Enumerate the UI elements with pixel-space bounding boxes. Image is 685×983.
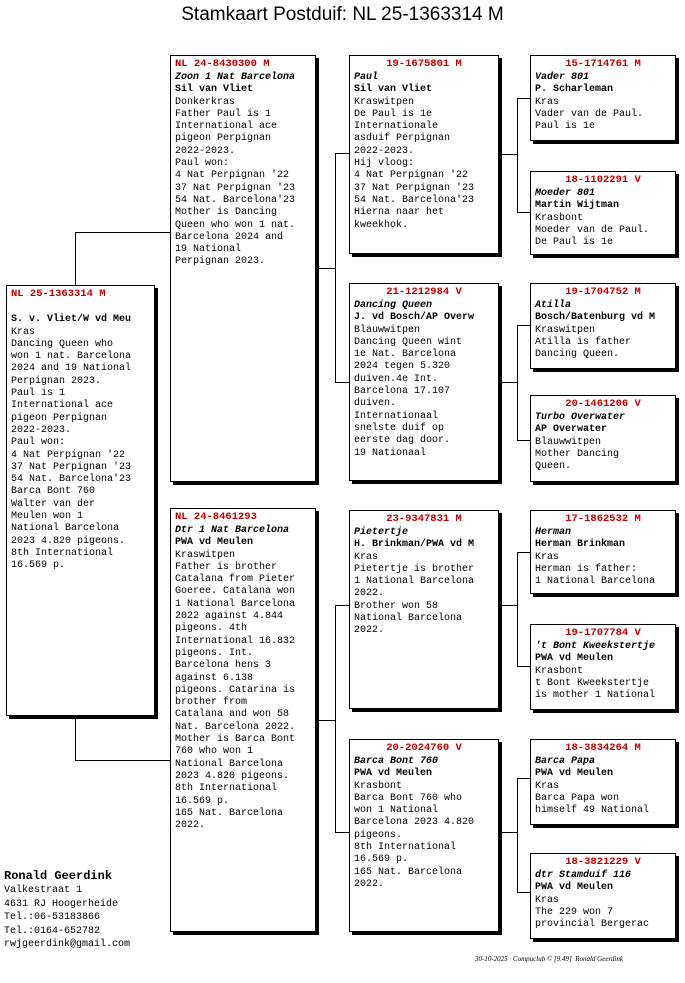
description-line: pigeon Perpignan [11, 412, 108, 424]
pigeon-card-mff [530, 510, 676, 594]
pigeon-card-mother [170, 508, 316, 932]
description-line: kweekhok. [354, 219, 409, 231]
connector-line [517, 666, 530, 667]
description-line: Internationale [354, 121, 439, 133]
description-line: is mother 1 National [535, 690, 656, 702]
ring-number: 20-1461206 V [565, 398, 641, 410]
pigeon-name: Turbo Overwater [535, 412, 626, 423]
description-line: Kras [535, 551, 560, 563]
description-line: 54 Nat. Barcelona'23 [354, 194, 475, 206]
pigeon-card-ffm [530, 171, 676, 255]
description-line: provincial Bergerac [535, 919, 650, 931]
page-title: Stamkaart Postduif: NL 25-1363314 M [181, 4, 504, 25]
ring-number: 19-1707784 V [565, 627, 641, 639]
description-line: Krasbont [535, 212, 584, 224]
footer-credit: 30-10-2025 Compuclub © [9.49] Ronald Geerdink [475, 955, 623, 963]
description-line: Dancing Queen wint [354, 336, 463, 348]
description-line: Paul won: [11, 437, 66, 449]
connector-line [335, 382, 349, 383]
description-line: against 6.138 [175, 672, 254, 684]
description-line: duiven.4e Int. [354, 373, 439, 385]
connector-line [75, 232, 171, 233]
description-line: pigeon Perpignan [175, 133, 272, 145]
description-line: De Paul is 1e [535, 237, 614, 249]
connector-line [335, 153, 349, 154]
description-line: Perpignan 2023. [175, 256, 266, 268]
breeder-name: PWA vd Meulen [535, 653, 614, 665]
description-line: Brother won 58 [354, 600, 439, 612]
description-line: Blauwwitpen [354, 324, 421, 336]
description-line: 54 Nat. Barcelona'23 [175, 194, 296, 206]
pigeon-name: Herman [535, 527, 572, 538]
pigeon-card-subject [6, 285, 155, 716]
description-line: Barca Papa won [535, 792, 620, 804]
blank-line [11, 302, 150, 314]
pigeon-name: Dtr 1 Nat Barcelona [175, 525, 290, 536]
description-line: De Paul is 1e [354, 108, 433, 120]
description-line: Kras [11, 326, 36, 338]
description-line: 54 Nat. Barcelona'23 [11, 474, 132, 486]
connector-line [499, 832, 518, 833]
owner-phone-line: Tel.:0164-652782 [4, 925, 101, 937]
description-line: 2022. [354, 588, 385, 600]
connector-line [517, 440, 530, 441]
connector-line [335, 605, 336, 832]
pigeon-name: Barca Bont 760 [354, 756, 439, 767]
description-line: Vader van de Paul. [535, 108, 644, 120]
breeder-name: Sil van Vliet [354, 84, 433, 96]
connector-line [75, 760, 171, 761]
ring-number: 18-3821229 V [565, 856, 641, 868]
description-line: Kras [535, 96, 560, 108]
breeder-name: Bosch/Batenburg vd M [535, 312, 656, 324]
breeder-name: Sil van Vliet [175, 84, 254, 96]
description-line: 19 National [175, 244, 242, 256]
description-line: 1 National Barcelona [175, 598, 296, 610]
pigeon-card-father-dam [349, 283, 499, 481]
ring-number: 18-1102291 V [565, 174, 641, 186]
description-line: Kraswitpen [535, 324, 596, 336]
description-line: Hij vloog: [354, 158, 415, 170]
owner-block [4, 868, 130, 952]
description-line: Dancing Queen who [11, 338, 114, 350]
connector-line [517, 325, 530, 326]
description-line: Barcelona 2023 4.820 [354, 817, 475, 829]
description-line: 37 Nat Perpignan '23 [354, 182, 475, 194]
description-line: Paul is 1 [11, 388, 66, 400]
description-line: 2022-2023. [175, 145, 236, 157]
owner-address-line: Valkestraat 1 [4, 885, 83, 896]
description-line: Catalana from Pieter [175, 574, 296, 586]
connector-line [517, 98, 530, 99]
connector-line [316, 268, 336, 269]
description-line: Goeree. Catalana won [175, 586, 296, 598]
description-line: 2022. [175, 820, 206, 832]
description-line: 4 Nat Perpignan '22 [11, 449, 126, 461]
description-line: 8th International [11, 547, 114, 559]
description-line: 37 Nat Perpignan '23 [11, 461, 132, 473]
description-line: 4 Nat Perpignan '22 [354, 170, 469, 182]
description-line: pigeons. Catarina is [175, 684, 296, 696]
description-line: eerste dag door. [354, 435, 451, 447]
pigeon-name: Barca Papa [535, 756, 596, 767]
description-line: Krasbont [535, 665, 584, 677]
description-line: 8th International [354, 842, 457, 854]
breeder-name: Martin Wijtman [535, 200, 620, 212]
connector-line [517, 892, 530, 893]
description-line: snelste duif op [354, 422, 445, 434]
description-line: Mother is Barca Bont [175, 734, 296, 746]
owner-email-line: rwjgeerdink@gmail.com [4, 939, 131, 950]
breeder-name: J. vd Bosch/AP Overw [354, 312, 475, 324]
description-line: Hierna naar het [354, 207, 445, 219]
description-line: Paul is 1e [535, 121, 596, 133]
description-line: International ace [11, 400, 114, 412]
description-line: 16.569 p. [175, 795, 230, 807]
connector-line [517, 552, 518, 666]
connector-line [335, 832, 349, 833]
connector-line [517, 552, 530, 553]
pigeon-card-fff [530, 55, 676, 141]
pigeon-name: Dancing Queen [354, 300, 433, 311]
description-line: The 229 won 7 [535, 906, 614, 918]
pigeon-card-mfm [530, 624, 676, 710]
owner-phone-line: Tel.:06-53183866 [4, 912, 101, 923]
description-line: Catalana and won 58 [175, 709, 290, 721]
description-line: won 1 nat. Barcelona [11, 351, 132, 363]
pigeon-name: Zoon 1 Nat Barcelona [175, 72, 296, 83]
description-line: pigeons. Int. [175, 647, 254, 659]
description-line: 165 Nat. Barcelona [175, 807, 284, 819]
description-line: Kras [535, 780, 560, 792]
description-line: Kras [354, 551, 379, 563]
description-line: International ace [175, 121, 278, 133]
description-line: 165 Nat. Barcelona [354, 866, 463, 878]
description-line: Mother Dancing [535, 448, 620, 460]
description-line: Barcelona 17.107 [354, 386, 451, 398]
pigeon-card-father [170, 55, 316, 482]
owner-address-line: 4631 RJ Hoogerheide [4, 898, 119, 910]
breeder-name: S. v. Vliet/W vd Meu [11, 314, 132, 326]
connector-line [499, 605, 518, 606]
ring-number: 23-9347831 M [386, 513, 462, 525]
breeder-name: P. Scharleman [535, 84, 614, 96]
description-line: Queen. [535, 461, 572, 473]
description-line: 16.569 p. [11, 560, 66, 572]
ring-number: NL 24-8430300 M [175, 58, 270, 70]
connector-line [75, 716, 76, 761]
description-line: Blauwwitpen [535, 436, 602, 448]
description-line: International 16.832 [175, 635, 296, 647]
description-line: Kraswitpen [175, 549, 236, 561]
description-line: duiven. [354, 398, 397, 410]
description-line: 37 Nat Perpignan '23 [175, 182, 296, 194]
description-line: Atilla is father [535, 336, 632, 348]
breeder-name: PWA vd Meulen [535, 882, 614, 894]
pigeon-name: Pietertje [354, 527, 409, 538]
breeder-name: Herman Brinkman [535, 539, 626, 551]
pigeon-name: Atilla [535, 300, 572, 311]
pigeon-card-fmf [530, 283, 676, 369]
connector-line [517, 98, 518, 212]
description-line: Nat. Barcelona 2022. [175, 721, 296, 733]
breeder-name: PWA vd Meulen [535, 768, 614, 780]
description-line: National Barcelona [354, 613, 463, 625]
connector-line [517, 778, 530, 779]
description-line: Father is brother [175, 561, 278, 573]
ring-number: 19-1704752 M [565, 286, 641, 298]
description-line: 2024 tegen 5.320 [354, 361, 451, 373]
description-line: 2023 4.820 pigeons. [175, 770, 290, 782]
description-line: Internationaal [354, 410, 439, 422]
description-line: asduif Perpignan [354, 133, 451, 145]
description-line: Herman is father: [535, 563, 638, 575]
description-line: 1 National Barcelona [354, 576, 475, 588]
description-line: Queen who won 1 nat. [175, 219, 296, 231]
connector-line [335, 605, 349, 606]
description-line: Moeder van de Paul. [535, 224, 650, 236]
breeder-name: H. Brinkman/PWA vd M [354, 539, 475, 551]
description-line: Walter van der [11, 498, 96, 510]
ring-number: 15-1714761 M [565, 58, 641, 70]
pigeon-name: 't Bont Kweekstertje [535, 641, 656, 652]
description-line: pigeons. [354, 829, 403, 841]
description-line: Barca Bont 760 [11, 486, 96, 498]
connector-line [517, 778, 518, 892]
description-line: National Barcelona [175, 758, 284, 770]
breeder-name: AP Overwater [535, 424, 608, 436]
pigeon-name: Vader 801 [535, 72, 590, 83]
description-line: pigeons. 4th [175, 623, 248, 635]
description-line: National Barcelona [11, 523, 120, 535]
ring-number: 17-1862532 M [565, 513, 641, 525]
description-line: 19 Nationaal [354, 447, 427, 459]
description-line: Barcelona hens 3 [175, 660, 272, 672]
description-line: Krasbont [354, 780, 403, 792]
description-line: Perpignan 2023. [11, 375, 102, 387]
pigeon-name: Paul [354, 72, 379, 83]
connector-line [517, 212, 530, 213]
description-line: Pietertje is brother [354, 563, 475, 575]
description-line: himself 49 National [535, 805, 650, 817]
pigeon-card-mmf [530, 739, 676, 825]
owner-name: Ronald Geerdink [4, 869, 113, 883]
ring-number: NL 25-1363314 M [11, 288, 106, 300]
description-line: won 1 National [354, 805, 439, 817]
description-line: Father Paul is 1 [175, 108, 272, 120]
breeder-name: PWA vd Meulen [175, 537, 254, 549]
pigeon-card-mmm [530, 853, 676, 939]
description-line: Barcelona 2024 and [175, 231, 284, 243]
description-line: Paul won: [175, 158, 230, 170]
description-line: 2023 4.820 pigeons. [11, 535, 126, 547]
description-line: t Bont Kweekstertje [535, 677, 650, 689]
breeder-name: PWA vd Meulen [354, 768, 433, 780]
ring-number: 20-2024760 V [386, 742, 462, 754]
description-line: 1e Nat. Barcelona [354, 349, 457, 361]
description-line: 2022-2023. [354, 145, 415, 157]
description-line: Kras [535, 894, 560, 906]
pigeon-card-fmm [530, 395, 676, 482]
connector-line [499, 382, 518, 383]
pigeon-name: dtr Stamduif 116 [535, 870, 632, 881]
pigeon-card-mother-dam [349, 739, 499, 932]
description-line: 16.569 p. [354, 854, 409, 866]
description-line: Dancing Queen. [535, 349, 620, 361]
description-line: 1 National Barcelona [535, 576, 656, 588]
description-line: 4 Nat Perpignan '22 [175, 170, 290, 182]
description-line: 2024 and 19 National [11, 363, 132, 375]
pigeon-card-mother-sire [349, 510, 499, 709]
ring-number: NL 24-8461293 [175, 511, 257, 523]
description-line: 760 who won 1 [175, 746, 254, 758]
ring-number: 21-1212984 V [386, 286, 462, 298]
description-line: 2022 against 4.844 [175, 611, 284, 623]
description-line: Mother is Dancing [175, 207, 278, 219]
description-line: Kraswitpen [354, 96, 415, 108]
ring-number: 19-1675801 M [386, 58, 462, 70]
description-line: 2022. [354, 625, 385, 637]
pigeon-card-father-sire [349, 55, 499, 254]
description-line: 2022. [354, 878, 385, 890]
description-line: Meulen won 1 [11, 511, 84, 523]
description-line: 2022-2023. [11, 424, 72, 436]
description-line: 8th International [175, 783, 278, 795]
description-line: Donkerkras [175, 96, 236, 108]
connector-line [75, 232, 76, 285]
description-line: Barca Bont 760 who [354, 792, 463, 804]
connector-line [499, 154, 518, 155]
description-line: brother from [175, 697, 248, 709]
pigeon-name: Moeder 801 [535, 188, 596, 199]
connector-line [316, 720, 336, 721]
ring-number: 18-3834264 M [565, 742, 641, 754]
